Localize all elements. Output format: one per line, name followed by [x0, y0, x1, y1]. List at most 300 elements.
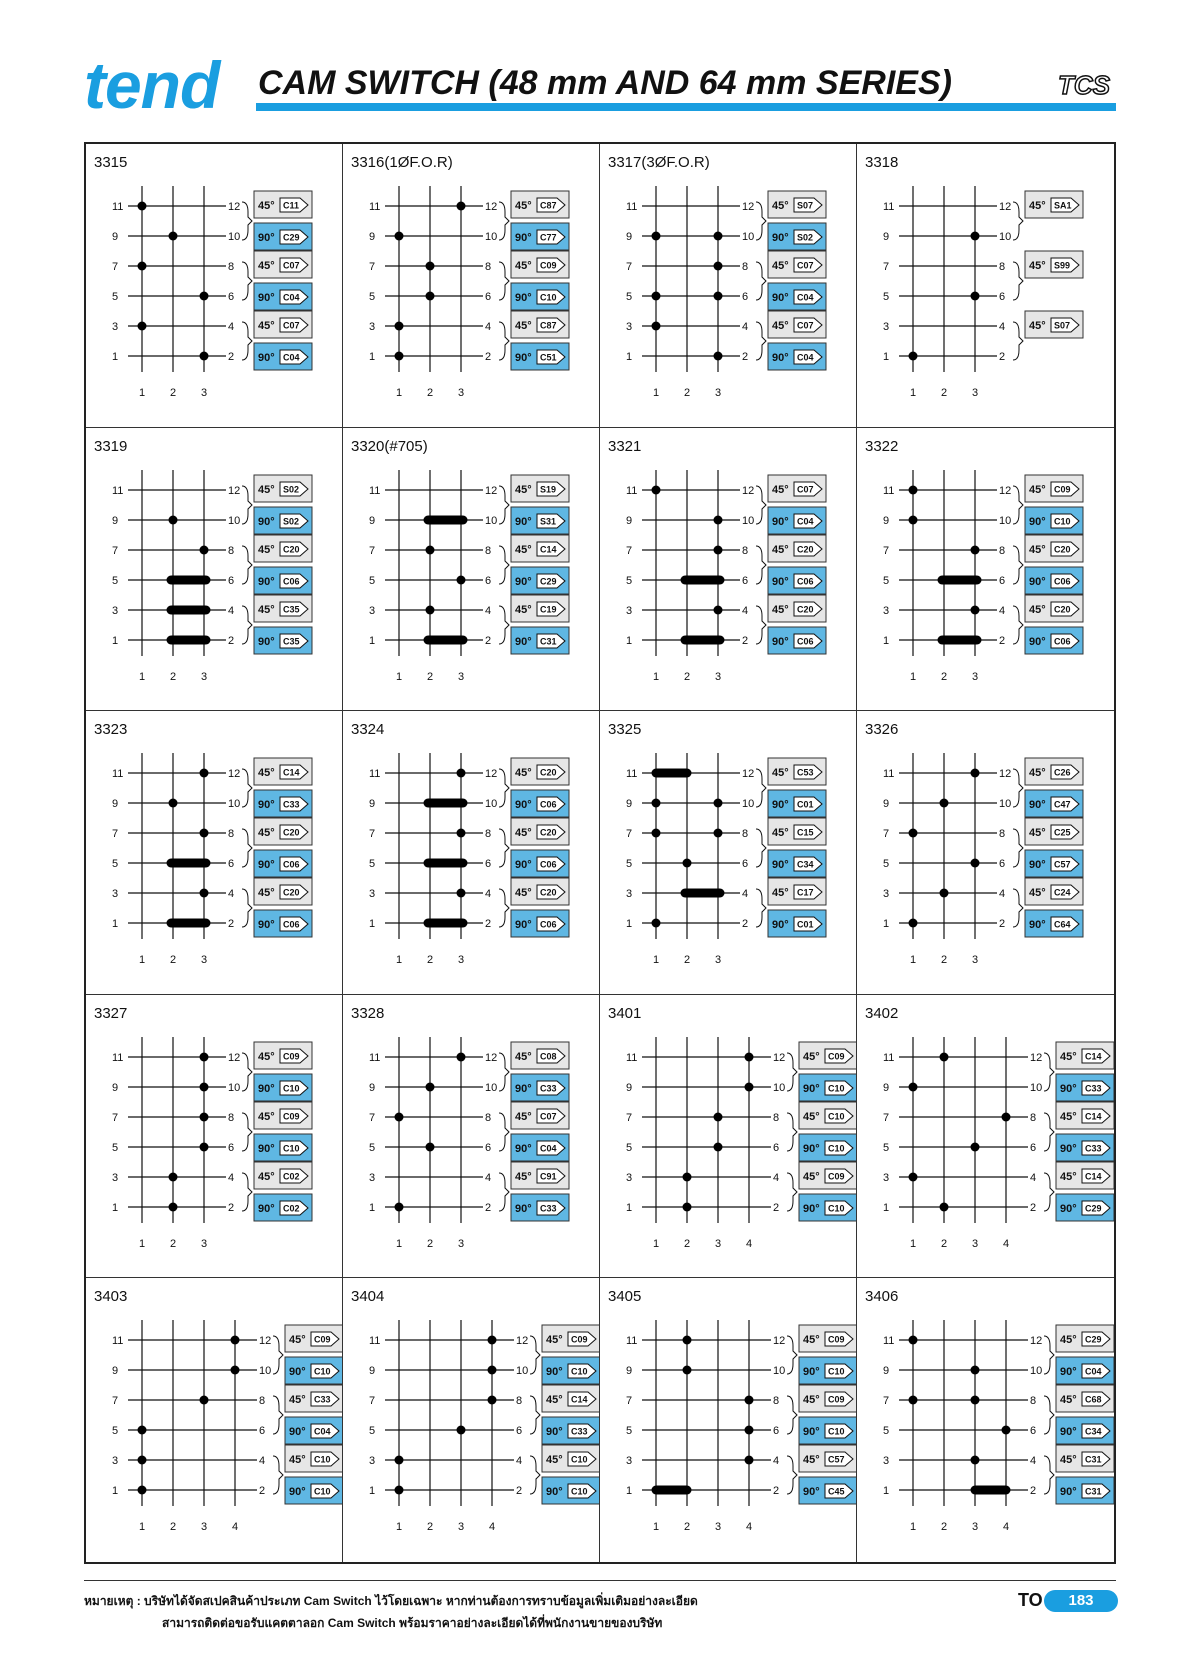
- left-terminal-label: 3: [883, 1455, 890, 1468]
- left-terminal-label: 1: [112, 918, 119, 931]
- diagram-label: 3320(#705): [351, 437, 428, 455]
- left-terminal-label: 3: [626, 888, 633, 901]
- angle-90-label: 90°: [771, 515, 789, 528]
- group-bracket: [787, 1113, 797, 1151]
- contact-dot: [230, 1366, 239, 1375]
- left-terminal-label: 1: [112, 634, 119, 647]
- cam-code: C35: [282, 636, 300, 647]
- contact-dot: [395, 1486, 404, 1495]
- cam-code: C04: [1084, 1366, 1102, 1377]
- pole-number: 1: [910, 670, 917, 683]
- angle-45-label: 45°: [771, 259, 789, 272]
- cam-code: C04: [796, 352, 814, 363]
- group-bracket: [1044, 1396, 1054, 1434]
- left-terminal-label: 5: [626, 290, 633, 303]
- left-terminal-label: 11: [369, 768, 381, 781]
- group-bracket: [756, 606, 766, 644]
- cam-code: C77: [539, 232, 557, 243]
- contact-dot: [714, 231, 723, 240]
- group-bracket: [499, 1113, 509, 1151]
- cam-code: C09: [313, 1334, 331, 1345]
- contact-dot: [200, 351, 209, 360]
- left-terminal-label: 5: [112, 858, 119, 871]
- pole-number: 4: [745, 1521, 753, 1534]
- angle-90-label: 90°: [771, 799, 789, 812]
- angle-45-label: 45°: [1028, 827, 1046, 840]
- pole-number: 2: [684, 670, 691, 683]
- right-terminal-label: 4: [1029, 1455, 1037, 1468]
- angle-90-label: 90°: [771, 231, 789, 244]
- angle-45-label: 45°: [1028, 767, 1046, 780]
- cam-code: C10: [313, 1454, 331, 1465]
- cam-code: C47: [1053, 799, 1071, 810]
- group-bracket: [1044, 1053, 1054, 1091]
- right-terminal-label: 4: [227, 320, 235, 333]
- contact-dot: [971, 605, 980, 614]
- cam-code: C11: [282, 200, 299, 211]
- left-terminal-label: 7: [369, 260, 376, 273]
- contact-dot: [714, 515, 723, 524]
- pole-number: 2: [427, 670, 434, 683]
- right-terminal-label: 2: [484, 918, 492, 931]
- left-terminal-label: 9: [883, 798, 890, 811]
- angle-90-label: 90°: [257, 919, 275, 932]
- cam-code: S02: [282, 516, 299, 527]
- right-terminal-label: 4: [515, 1455, 523, 1468]
- pole-number: 3: [201, 1521, 208, 1534]
- angle-45-label: 45°: [545, 1334, 563, 1347]
- left-terminal-label: 11: [369, 484, 381, 497]
- left-terminal-label: 11: [369, 200, 381, 213]
- pole-number: 1: [396, 954, 403, 967]
- right-terminal-label: 10: [258, 1365, 272, 1378]
- diagram-label: 3315: [94, 154, 128, 171]
- cam-code: S99: [1053, 260, 1070, 271]
- cam-code: S19: [539, 484, 556, 495]
- right-terminal-label: 12: [741, 484, 755, 497]
- angle-45-label: 45°: [514, 483, 532, 496]
- group-bracket: [1013, 889, 1023, 927]
- pole-number: 3: [972, 1521, 979, 1534]
- contact-dot: [138, 201, 147, 210]
- left-terminal-label: 11: [883, 768, 895, 781]
- diagram-grid: [84, 142, 1116, 1564]
- angle-90-label: 90°: [1059, 1366, 1077, 1379]
- cam-code: C10: [282, 1083, 300, 1094]
- contact-dot: [714, 799, 723, 808]
- left-terminal-label: 5: [883, 1425, 890, 1438]
- contact-dot: [714, 351, 723, 360]
- left-terminal-label: 5: [369, 574, 376, 587]
- pole-number: 3: [972, 954, 979, 967]
- left-terminal-label: 11: [883, 1335, 895, 1348]
- angle-45-label: 45°: [514, 543, 532, 556]
- angle-90-label: 90°: [1028, 575, 1046, 588]
- cam-code: C07: [282, 260, 300, 271]
- cam-code: C06: [1053, 636, 1071, 647]
- right-terminal-label: 6: [484, 1141, 492, 1154]
- right-terminal-label: 4: [484, 1171, 492, 1184]
- angle-90-label: 90°: [1059, 1142, 1077, 1155]
- cam-code: C06: [1053, 576, 1071, 587]
- group-bracket: [242, 262, 252, 300]
- right-terminal-label: 8: [484, 1111, 492, 1124]
- pole-number: 3: [715, 670, 722, 683]
- left-terminal-label: 5: [883, 290, 890, 303]
- cam-code: C29: [282, 232, 300, 243]
- cam-code: C15: [796, 827, 814, 838]
- group-bracket: [756, 262, 766, 300]
- angle-90-label: 90°: [1059, 1486, 1077, 1499]
- right-terminal-label: 10: [772, 1365, 786, 1378]
- group-bracket: [756, 322, 766, 360]
- left-terminal-label: 9: [369, 798, 376, 811]
- right-terminal-label: 4: [258, 1455, 266, 1468]
- contact-dot: [714, 829, 723, 838]
- right-terminal-label: 6: [998, 290, 1006, 303]
- contact-dot: [652, 321, 661, 330]
- contact-diagram: [343, 711, 600, 995]
- right-terminal-label: 6: [484, 290, 492, 303]
- contact-dot: [971, 1366, 980, 1375]
- contact-diagram: [86, 144, 343, 428]
- left-terminal-label: 11: [883, 1051, 895, 1064]
- contact-dot: [426, 291, 435, 300]
- diagram-label: 3404: [351, 1288, 385, 1306]
- right-terminal-label: 8: [1029, 1395, 1037, 1408]
- right-terminal-label: 10: [998, 230, 1012, 243]
- left-terminal-label: 7: [112, 1111, 119, 1124]
- angle-45-label: 45°: [257, 1050, 275, 1063]
- left-terminal-label: 1: [883, 350, 890, 363]
- pole-number: 1: [139, 1237, 146, 1250]
- left-terminal-label: 7: [883, 260, 890, 273]
- right-terminal-label: 2: [227, 634, 235, 647]
- angle-45-label: 45°: [771, 483, 789, 496]
- left-terminal-label: 7: [112, 260, 119, 273]
- left-terminal-label: 5: [369, 858, 376, 871]
- angle-45-label: 45°: [257, 827, 275, 840]
- cam-code: C09: [570, 1334, 588, 1345]
- cam-code: C33: [539, 1083, 557, 1094]
- group-bracket: [1013, 486, 1023, 524]
- right-terminal-label: 10: [772, 1081, 786, 1094]
- left-terminal-label: 9: [369, 514, 376, 527]
- left-terminal-label: 1: [112, 1485, 119, 1498]
- contact-diagram: [343, 144, 600, 428]
- contact-dot: [169, 515, 178, 524]
- cam-code: C06: [796, 576, 814, 587]
- cam-code: C10: [827, 1111, 845, 1122]
- angle-45-label: 45°: [1028, 543, 1046, 556]
- cam-code: C10: [313, 1486, 331, 1497]
- cam-code: C33: [1084, 1083, 1102, 1094]
- contact-dot: [395, 1202, 404, 1211]
- angle-45-label: 45°: [1059, 1334, 1077, 1347]
- right-terminal-label: 12: [1029, 1335, 1043, 1348]
- right-terminal-label: 2: [227, 1201, 235, 1214]
- angle-45-label: 45°: [288, 1454, 306, 1467]
- cam-code: C04: [539, 1143, 557, 1154]
- angle-90-label: 90°: [514, 1142, 532, 1155]
- pole-number: 1: [910, 386, 917, 399]
- angle-45-label: 45°: [771, 603, 789, 616]
- contact-diagram: [857, 995, 1114, 1279]
- contact-dot: [971, 231, 980, 240]
- contact-dot: [971, 769, 980, 778]
- contact-dot: [200, 1052, 209, 1061]
- left-terminal-label: 3: [112, 1171, 119, 1184]
- cam-code: C14: [570, 1394, 588, 1405]
- angle-45-label: 45°: [257, 259, 275, 272]
- right-terminal-label: 6: [998, 574, 1006, 587]
- contact-dot: [138, 1486, 147, 1495]
- angle-45-label: 45°: [257, 483, 275, 496]
- contact-dot: [652, 291, 661, 300]
- contact-dot: [652, 485, 661, 494]
- right-terminal-label: 12: [258, 1335, 272, 1348]
- contact-diagram: [600, 711, 857, 995]
- angle-90-label: 90°: [288, 1366, 306, 1379]
- contact-dot: [940, 889, 949, 898]
- contact-dot: [426, 545, 435, 554]
- cam-diagram-3321: [600, 428, 857, 712]
- group-bracket: [756, 829, 766, 867]
- left-terminal-label: 3: [369, 604, 376, 617]
- right-terminal-label: 2: [998, 350, 1006, 363]
- left-terminal-label: 5: [112, 574, 119, 587]
- left-terminal-label: 5: [112, 1141, 119, 1154]
- contact-dot: [200, 1112, 209, 1121]
- contact-dot: [940, 1052, 949, 1061]
- group-bracket: [1044, 1336, 1054, 1374]
- left-terminal-label: 3: [112, 320, 119, 333]
- left-terminal-label: 7: [883, 1111, 890, 1124]
- page-title: CAM SWITCH (48 mm AND 64 mm SERIES): [258, 64, 952, 102]
- cam-code: C10: [827, 1143, 845, 1154]
- right-terminal-label: 4: [998, 604, 1006, 617]
- left-terminal-label: 5: [369, 290, 376, 303]
- cam-code: C14: [1084, 1051, 1102, 1062]
- right-terminal-label: 2: [484, 350, 492, 363]
- pole-number: 3: [715, 1237, 722, 1250]
- pole-number: 1: [653, 1237, 660, 1250]
- angle-90-label: 90°: [802, 1366, 820, 1379]
- right-terminal-label: 4: [484, 604, 492, 617]
- right-terminal-label: 8: [484, 260, 492, 273]
- angle-90-label: 90°: [257, 1082, 275, 1095]
- pole-number: 1: [396, 670, 403, 683]
- angle-90-label: 90°: [802, 1202, 820, 1215]
- left-terminal-label: 3: [369, 888, 376, 901]
- pole-number: 1: [139, 954, 146, 967]
- cam-diagram-3328: [343, 995, 600, 1279]
- contact-dot: [200, 545, 209, 554]
- left-terminal-label: 5: [883, 1141, 890, 1154]
- cam-code: C64: [1053, 919, 1071, 930]
- cam-code: C20: [282, 887, 300, 898]
- pole-number: 3: [972, 670, 979, 683]
- left-terminal-label: 9: [883, 1365, 890, 1378]
- cam-code: C29: [1084, 1334, 1102, 1345]
- pole-number: 1: [910, 1237, 917, 1250]
- left-terminal-label: 3: [112, 604, 119, 617]
- contact-dot: [909, 485, 918, 494]
- left-terminal-label: 1: [883, 634, 890, 647]
- left-terminal-label: 11: [626, 200, 638, 213]
- left-terminal-label: 7: [112, 828, 119, 841]
- angle-45-label: 45°: [802, 1170, 820, 1183]
- contact-dot: [457, 1052, 466, 1061]
- right-terminal-label: 12: [227, 484, 241, 497]
- left-terminal-label: 9: [883, 1081, 890, 1094]
- contact-dot: [200, 1082, 209, 1091]
- angle-90-label: 90°: [257, 799, 275, 812]
- right-terminal-label: 12: [741, 200, 755, 213]
- left-terminal-label: 1: [112, 1201, 119, 1214]
- cam-code: C02: [282, 1203, 300, 1214]
- contact-dot: [714, 605, 723, 614]
- right-terminal-label: 12: [772, 1051, 786, 1064]
- angle-90-label: 90°: [1028, 515, 1046, 528]
- angle-45-label: 45°: [1059, 1454, 1077, 1467]
- angle-90-label: 90°: [1028, 919, 1046, 932]
- right-terminal-label: 2: [741, 634, 749, 647]
- left-terminal-label: 5: [626, 574, 633, 587]
- diagram-label: 3322: [865, 437, 899, 455]
- left-terminal-label: 11: [883, 200, 895, 213]
- pole-number: 1: [910, 954, 917, 967]
- contact-dot: [744, 1426, 753, 1435]
- cam-code: C20: [539, 827, 557, 838]
- left-terminal-label: 7: [626, 1395, 633, 1408]
- angle-90-label: 90°: [514, 635, 532, 648]
- cam-code: C33: [282, 799, 300, 810]
- angle-90-label: 90°: [545, 1426, 563, 1439]
- right-terminal-label: 4: [227, 888, 235, 901]
- pole-number: 3: [715, 1521, 722, 1534]
- right-terminal-label: 6: [741, 290, 749, 303]
- right-terminal-label: 2: [741, 918, 749, 931]
- group-bracket: [1044, 1456, 1054, 1494]
- cam-code: C09: [827, 1394, 845, 1405]
- right-terminal-label: 4: [227, 604, 235, 617]
- cam-code: C14: [282, 767, 300, 778]
- cam-code: C09: [827, 1334, 845, 1345]
- contact-dot: [200, 291, 209, 300]
- contact-dot: [909, 1082, 918, 1091]
- pole-number: 3: [458, 670, 465, 683]
- contact-dot: [395, 351, 404, 360]
- pole-number: 2: [170, 954, 177, 967]
- left-terminal-label: 1: [883, 1201, 890, 1214]
- cam-code: C07: [796, 484, 814, 495]
- angle-45-label: 45°: [1059, 1394, 1077, 1407]
- right-terminal-label: 2: [998, 634, 1006, 647]
- left-terminal-label: 5: [112, 290, 119, 303]
- tend-logo: tend: [84, 48, 220, 122]
- cam-code: C45: [827, 1486, 845, 1497]
- contact-diagram: [857, 144, 1114, 428]
- pole-number: 1: [396, 1521, 403, 1534]
- cam-code: C51: [539, 352, 557, 363]
- contact-dot: [971, 859, 980, 868]
- pole-number: 2: [170, 1521, 177, 1534]
- right-terminal-label: 8: [741, 260, 749, 273]
- contact-diagram: [86, 1278, 343, 1562]
- group-bracket: [242, 322, 252, 360]
- right-terminal-label: 8: [998, 544, 1006, 557]
- left-terminal-label: 1: [112, 350, 119, 363]
- cam-diagram-3327: [86, 995, 343, 1279]
- angle-90-label: 90°: [545, 1366, 563, 1379]
- right-terminal-label: 4: [227, 1171, 235, 1184]
- angle-90-label: 90°: [257, 1202, 275, 1215]
- contact-dot: [909, 829, 918, 838]
- pole-number: 2: [684, 954, 691, 967]
- left-terminal-label: 1: [369, 1201, 376, 1214]
- angle-90-label: 90°: [257, 231, 275, 244]
- cam-code: C17: [796, 887, 814, 898]
- right-terminal-label: 12: [998, 484, 1012, 497]
- pole-number: 3: [458, 954, 465, 967]
- right-terminal-label: 6: [227, 574, 235, 587]
- right-terminal-label: 8: [998, 260, 1006, 273]
- cam-diagram-33161for: [343, 144, 600, 428]
- pole-number: 1: [653, 954, 660, 967]
- group-bracket: [1013, 829, 1023, 867]
- right-terminal-label: 6: [772, 1141, 780, 1154]
- cam-code: C06: [539, 859, 557, 870]
- group-bracket: [242, 1173, 252, 1211]
- left-terminal-label: 3: [626, 1171, 633, 1184]
- angle-45-label: 45°: [802, 1454, 820, 1467]
- left-terminal-label: 9: [112, 798, 119, 811]
- left-terminal-label: 9: [369, 1365, 376, 1378]
- group-bracket: [756, 769, 766, 807]
- cam-code: C20: [1053, 604, 1071, 615]
- cam-diagram-3326: [857, 711, 1114, 995]
- cam-code: C09: [539, 260, 557, 271]
- right-terminal-label: 2: [1029, 1201, 1037, 1214]
- cam-code: C14: [1084, 1171, 1102, 1182]
- pole-number: 4: [1002, 1237, 1010, 1250]
- pole-number: 3: [972, 1237, 979, 1250]
- diagram-label: 3318: [865, 154, 899, 171]
- contact-dot: [200, 829, 209, 838]
- contact-diagram: [600, 428, 857, 712]
- cam-diagram-3406: [857, 1278, 1114, 1562]
- right-terminal-label: 8: [998, 828, 1006, 841]
- right-terminal-label: 4: [998, 320, 1006, 333]
- angle-45-label: 45°: [1059, 1050, 1077, 1063]
- group-bracket: [273, 1336, 283, 1374]
- group-bracket: [756, 486, 766, 524]
- cam-code: C10: [1053, 516, 1071, 527]
- footer-divider: [84, 1580, 1116, 1581]
- left-terminal-label: 11: [369, 1335, 381, 1348]
- right-terminal-label: 10: [484, 230, 498, 243]
- right-terminal-label: 8: [484, 544, 492, 557]
- left-terminal-label: 7: [112, 1395, 119, 1408]
- cam-code: C06: [282, 919, 300, 930]
- cam-code: C04: [796, 292, 814, 303]
- cam-code: C87: [539, 320, 557, 331]
- cam-code: C09: [827, 1171, 845, 1182]
- contact-dot: [169, 1202, 178, 1211]
- group-bracket: [1013, 546, 1023, 584]
- left-terminal-label: 7: [883, 828, 890, 841]
